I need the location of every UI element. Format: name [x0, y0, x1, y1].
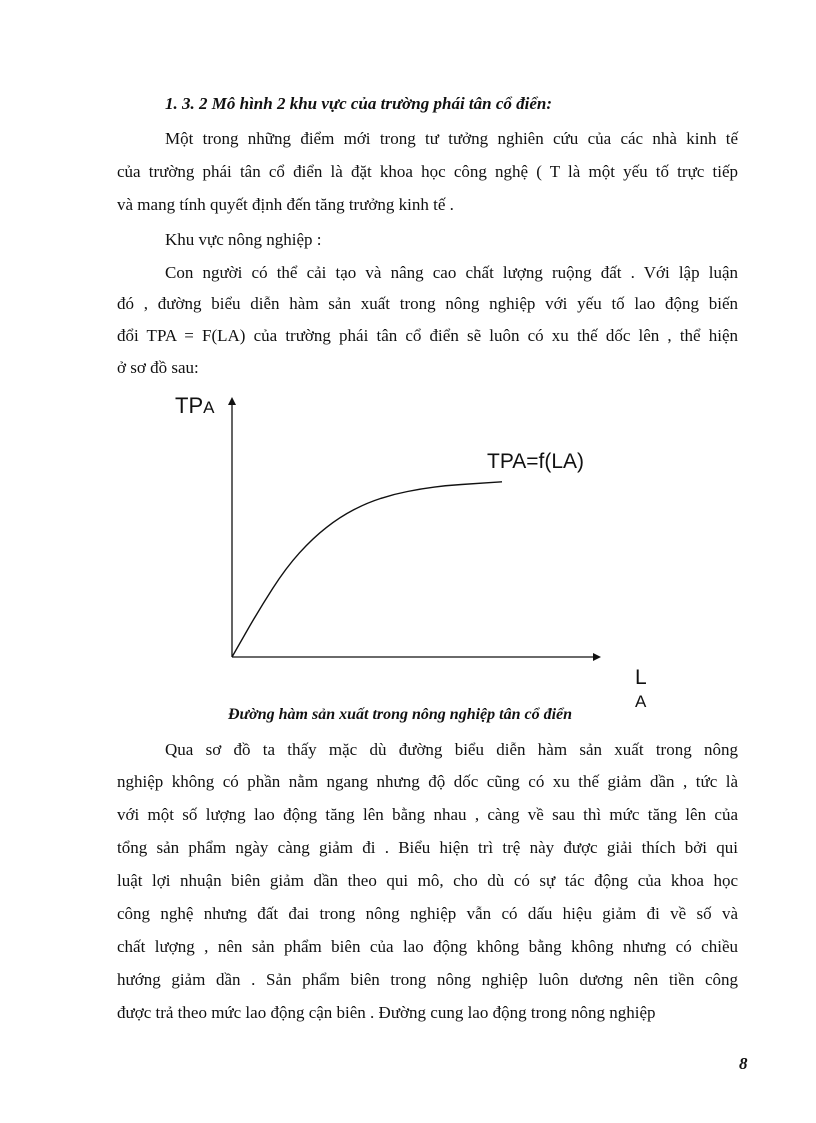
y-axis-label-main: TP	[175, 393, 204, 418]
paragraph-3-line-6: công nghệ nhưng đất đai trong nông nghiệp vẫn có dấu hiệu giảm đi về số và	[117, 904, 738, 923]
production-function-chart	[165, 387, 645, 715]
x-axis-label-sub: A	[635, 692, 647, 711]
tpa-curve	[232, 482, 502, 657]
page-number: 8	[739, 1054, 748, 1073]
paragraph-3-line-8: hướng giảm dần . Sản phẩm biên trong nông nghiệp luôn dương nên tiền công	[117, 970, 738, 989]
x-axis-arrowhead	[593, 653, 601, 661]
paragraph-3-line-5: luật lợi nhuận biên giảm dần theo qui mô, cho dù có sự tác động của khoa học	[117, 871, 738, 890]
y-axis-arrowhead	[228, 397, 236, 405]
paragraph-2-line-3: đổi TPA = F(LA) của trường phái tân cổ điển sẽ luôn có xu thế dốc lên , thể hiện	[117, 326, 738, 345]
x-axis-label-main: L	[635, 666, 647, 689]
paragraph-3-line-7: chất lượng , nên sản phẩm biên của lao động không bằng không nhưng có chiều	[117, 937, 738, 956]
chart-caption: Đường hàm sản xuất trong nông nghiệp tân cổ điển	[228, 706, 573, 723]
paragraph-3-line-2: nghiệp không có phần nằm ngang nhưng độ dốc cũng có xu thế giảm dần , tức là	[117, 772, 738, 791]
paragraph-1-line-2: của trường phái tân cổ điển là đặt khoa học công nghệ ( T là một yếu tố trực tiếp	[117, 162, 738, 181]
paragraph-3-line-3: với một số lượng lao động tăng lên bằng nhau , càng về sau thì mức tăng lên của	[117, 805, 738, 824]
paragraph-2-line-1: Con người có thể cải tạo và nâng cao chất lượng ruộng đất . Với lập luận	[165, 263, 738, 282]
y-axis-label-sub: A	[203, 398, 215, 417]
paragraph-1-line-1: Một trong những điểm mới trong tư tưởng nghiên cứu của các nhà kinh tế	[165, 129, 738, 148]
paragraph-3-line-1: Qua sơ đồ ta thấy mặc dù đường biểu diễn hàm sản xuất trong nông	[165, 740, 738, 759]
paragraph-2-line-2: đó , đường biểu diễn hàm sản xuất trong nông nghiệp với yếu tố lao động biến	[117, 294, 738, 313]
section-heading: 1. 3. 2 Mô hình 2 khu vực của trường phái tân cổ điển:	[165, 94, 553, 113]
y-axis-label	[175, 393, 215, 418]
paragraph-2-line-4: ở sơ đồ sau:	[117, 358, 199, 377]
paragraph-3-line-4: tổng sản phẩm ngày càng giảm đi . Biểu hiện trì trệ này được giải thích bởi qui	[117, 838, 738, 857]
curve-label: TPA=f(LA)	[487, 450, 585, 473]
chart-svg	[165, 387, 645, 715]
section-label: Khu vực nông nghiệp :	[165, 230, 322, 249]
paragraph-3-line-9: được trả theo mức lao động cận biên . Đường cung lao động trong nông nghiệp	[117, 1003, 656, 1022]
paragraph-1-line-3: và mang tính quyết định đến tăng trưởng kinh tế .	[117, 195, 454, 214]
